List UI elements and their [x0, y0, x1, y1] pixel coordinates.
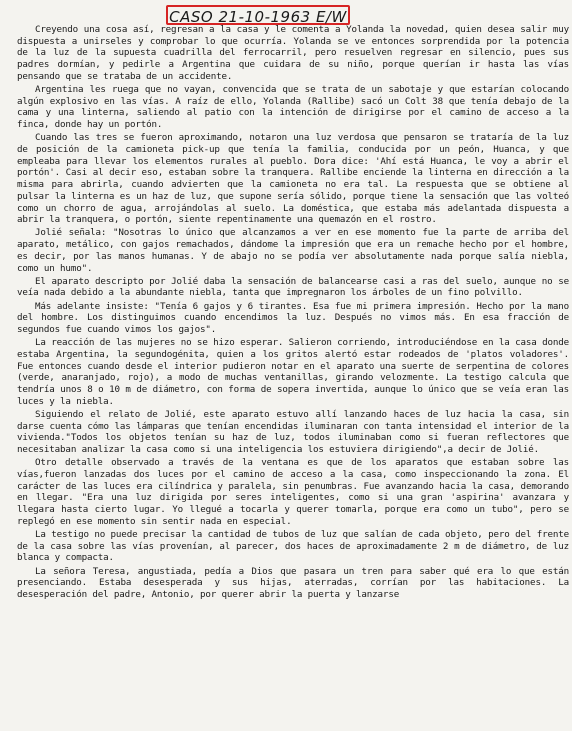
document-body [17, 24, 569, 602]
paragraph: El aparato descripto por Jolié daba la sensación de balancearse casi a ras del suelo, aunque no se veía nada debido a la abundante niebla, tanta que impregnaron los árboles de un fino polvillo. [17, 275, 569, 299]
paragraph: Argentina les ruega que no vayan, convencida que se trata de un sabotaje y que estarían colocando algún explosivo en las vías. A raíz de ello, Yolanda (Rallibe) sacó un Colt 38 que tenía debajo de la cama y una linterna, saliendo al patio con la intención de dirigirse por el camino de acceso a la finca, donde hay un portón. [17, 84, 569, 131]
paragraph: Más adelante insiste: "Tenía 6 gajos y 6 tirantes. Esa fue mi primera impresión. Hecho por la mano del hombre. Los distinguimos cuando encendimos la luz. Después no vimos más. En esa fracción de segundos fue cuando vimos los gajos". [17, 300, 569, 336]
paragraph: Cuando las tres se fueron aproximando, notaron una luz verdosa que pensaron se trataría de la luz de posición de la camioneta pick-up que tenía la familia, conducida por un peón, Huanca, y que empleaba para llevar los elementos rurales al pueblo. Dora dice: 'Ahí está Huanca, le voy a abrir el portón'. Casi al decir eso, estaban sobre la tranquera. Rallibe enciende la linterna en dirección a la misma para abrirla, cuando advierten que la camioneta no era tal. La respuesta que se obtiene al pulsar la linterna es un haz de luz, que supone sería sólido, porque tiene la sensación que las volteó como un chorro de agua, arrojándolas al suelo. La doméstica, que estaba más adelantada dispuesta a abrir la tranquera, o portón, siente repentinamente una quemazón en el rostro. [17, 132, 569, 226]
paragraph: Jolié señala: "Nosotras lo único que alcanzamos a ver en ese momento fue la parte de arriba del aparato, metálico, con gajos remachados, dándome la impresión que era un remache hecho por el hombre, es decir, por las manos humanas. Y de abajo no se podía ver absolutamente nada porque salía niebla, como un humo". [17, 227, 569, 274]
paragraph: Creyendo una cosa así, regresan a la casa y le comenta a Yolanda la novedad, quien desea salir muy dispuesta a unirseles y comprobar lo que ocurría. Yolanda se ve entonces sorprendida por la potencia de la luz de la supuesta cuadrilla del ferrocarril, pero resuelven regresar en silencio, pues sus padres dormían, y pedirle a Argentina que cuidara de su niño, porque querían ir hasta las vías pensando que se trataba de un accidente. [17, 24, 569, 82]
paragraph: La reacción de las mujeres no se hizo esperar. Salieron corriendo, introduciéndose en la casa donde estaba Argentina, la segundogénita, quien a los gritos alertó estar rodeados de 'platos voladores'. Fue entonces cuando desde el interior pudieron notar en el aparato una suerte de serpentina de colores (verde, anaranjado, rojo), a modo de muchas ventanillas, girando velozmente. La testigo calcula que tendría unos 8 o 10 m de diámetro, con forma de sopera invertida, aunque lo único que se veía eran las luces y la niebla. [17, 337, 569, 407]
case-date-stamp: CASO 21-10-1963 E/W [166, 5, 350, 25]
paragraph: Siguiendo el relato de Jolié, este aparato estuvo allí lanzando haces de luz hacia la casa, sin darse cuenta cómo las lámparas que tenían encendidas iluminaran con tanta intensidad el interior de la vivienda."Todos los objetos tenían su haz de luz, todos iluminaban como si fueran reflectores que necesitaban analizar la casa como si una inteligencia los estuviera dirigiendo",a decir de Jolié. [17, 409, 569, 456]
paragraph: La testigo no puede precisar la cantidad de tubos de luz que salían de cada objeto, pero del frente de la casa sobre las vías provenían, al parecer, dos haces de aproximadamente 2 m de diámetro, de luz blanca y compacta. [17, 529, 569, 564]
paragraph: Otro detalle observado a través de la ventana es que de los aparatos que estaban sobre las vías,fueron lanzadas dos luces por el camino de acceso a la casa, como inspeccionando la zona. El carácter de las luces era cilíndrica y paralela, sin penumbras. Fue avanzando hacia la casa, demorando en llegar. "Era una luz dirigida por seres inteligentes, como si una gran 'aspirina' avanzara y llegara hasta cierto lugar. Yo llegué a tocarla y querer tomarla, porque era como un tubo", pero se replegó en ese momento sin sentir nada en especial. [17, 457, 569, 527]
paragraph: La señora Teresa, angustiada, pedía a Dios que pasara un tren para saber qué era lo que están presenciando. Estaba desesperada y sus hijas, aterradas, corrían por las habitaciones. La desesperación del padre, Antonio, por querer abrir la puerta y lanzarse [17, 565, 569, 601]
